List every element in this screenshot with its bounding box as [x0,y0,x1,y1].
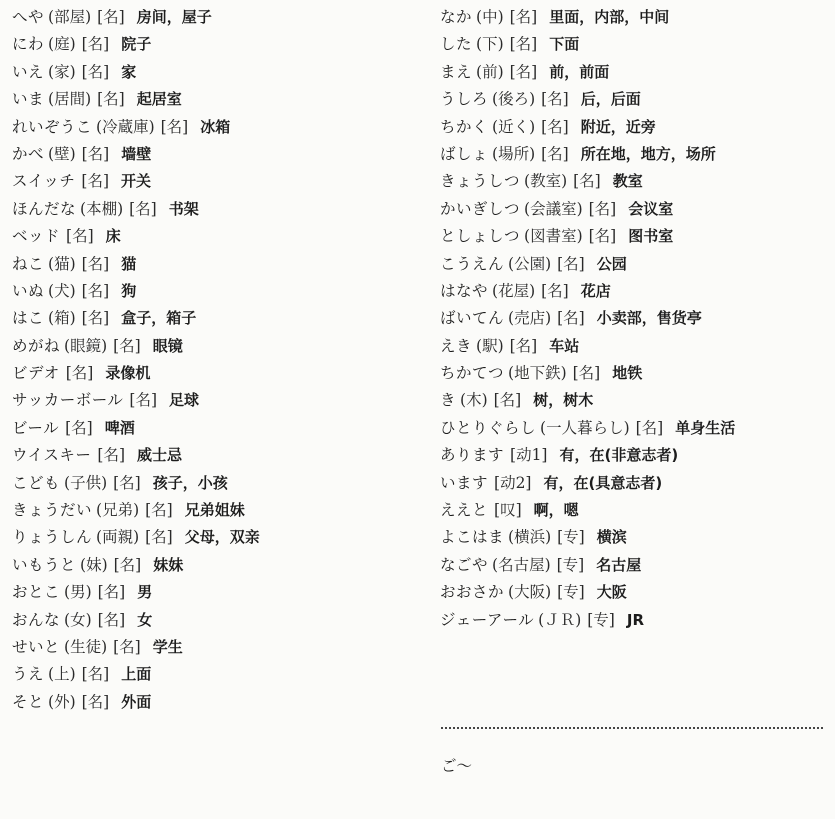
vocab-entry [12,689,412,716]
vocab-pos: [名] [113,473,141,492]
vocab-entry [12,223,412,250]
vocab-word: こども [12,473,61,492]
vocab-word: はなや [440,281,489,300]
vocab-pos: [名] [635,418,664,437]
vocab-kanji: (居間) [48,90,92,109]
vocab-meaning: 妹妹 [153,555,184,574]
vocab-entry [440,278,830,305]
vocab-meaning: 足球 [169,391,200,410]
vocab-meaning: 书架 [168,199,199,218]
vocab-kanji: (名古屋) [492,555,551,574]
vocab-meaning: 大阪 [596,583,627,602]
dotted-divider [441,727,823,729]
vocab-kanji: (上) [48,665,76,684]
vocab-pos: [名] [81,309,110,328]
vocab-pos: [名] [541,90,569,109]
vocab-word: おんな [12,610,61,629]
vocab-word: まえ [440,62,473,81]
vocab-meaning: 学生 [152,637,183,656]
vocab-entry [440,196,830,223]
vocab-word: ベッド [12,227,61,246]
vocab-pos: [名] [572,364,601,383]
vocab-kanji: (眼鏡) [64,336,108,355]
vocab-word: いもうと [12,555,77,574]
vocab-pos: [专] [557,583,585,602]
vocab-meaning: 有，在(具意志者) [543,473,663,492]
vocab-pos: [名] [573,172,601,191]
vocab-kanji: (部屋) [48,8,92,26]
vocab-pos: [名] [113,555,142,574]
vocab-word: いえ [12,62,45,81]
vocab-meaning: 男 [137,583,153,602]
vocab-pos: [动2] [494,473,532,492]
vocab-pos: [名] [493,391,522,410]
vocab-kanji: (横浜) [508,528,552,547]
vocab-meaning: 啊，嗯 [533,501,579,520]
vocab-meaning: 横滨 [596,528,627,547]
vocab-entry [440,360,830,387]
vocab-meaning: 图书室 [628,227,674,246]
vocab-kanji: (生徒) [64,637,108,656]
vocab-kanji: (大阪) [508,583,552,602]
vocab-pos: [名] [509,62,538,81]
vocab-kanji: (犬) [48,281,76,300]
vocab-meaning: 教室 [612,172,643,191]
vocab-kanji: (売店) [508,309,552,328]
vocab-entry [440,4,830,31]
vocab-meaning: 前，前面 [549,62,610,81]
vocab-kanji: (場所) [492,144,536,163]
vocab-kanji: (中) [476,8,504,26]
vocab-entry [440,305,830,332]
vocab-word: き [440,391,457,410]
vocab-entry [12,168,412,195]
vocab-pos: [名] [145,501,173,520]
vocab-pos: [叹] [494,501,522,520]
vocab-kanji: (女) [64,610,92,629]
vocab-pos: [名] [588,227,617,246]
vocab-word: ビデオ [12,364,60,383]
vocab-entry [12,114,412,141]
vocab-meaning: 车站 [549,336,580,355]
vocab-word: ほんだな [12,199,77,218]
vocab-word: ばいてん [440,309,505,328]
vocab-entry [12,196,412,223]
vocab-meaning: 花店 [580,281,611,300]
vocab-meaning: JR [626,610,644,629]
vocab-word: いぬ [12,281,45,300]
vocab-entry [12,579,412,606]
vocab-pos: [名] [81,254,110,273]
vocab-meaning: 冰箱 [200,117,231,136]
vocab-kanji: (兄弟) [96,501,140,520]
vocab-entry [440,333,830,360]
vocab-word: にわ [12,35,45,54]
vocab-entry [440,524,830,551]
vocab-meaning: 有，在(非意志者) [559,446,679,465]
vocab-meaning: 单身生活 [675,418,736,437]
vocab-entry [440,86,830,113]
vocab-meaning: 下面 [549,35,580,54]
vocab-pos: [专] [587,610,615,629]
vocab-entry [440,223,830,250]
vocab-meaning: 墙壁 [121,144,152,163]
vocab-meaning: 床 [105,227,121,246]
vocab-word: きょうだい [12,501,93,520]
vocab-word: おとこ [12,583,61,602]
vocab-meaning: 兄弟姐妹 [184,501,245,520]
vocab-entry [12,634,412,661]
vocab-entry [12,497,412,524]
vocab-word: へや [12,8,45,26]
vocab-word: めがね [12,336,61,355]
vocab-pos: [名] [509,336,538,355]
vocab-entry [440,552,830,579]
vocab-meaning: 家 [121,62,137,81]
vocab-kanji: (両親) [96,528,140,547]
vocab-entry [12,607,412,634]
vocab-meaning: 里面，内部，中间 [549,8,670,26]
vocab-kanji: (下) [476,35,504,54]
vocab-word: ジェーアール [440,610,535,629]
vocab-kanji: (図書室) [524,227,583,246]
vocab-entry [12,661,412,688]
vocab-entry [12,86,412,113]
vocab-meaning: 女 [137,610,153,629]
vocab-kanji: (猫) [48,254,76,273]
vocab-pos: [名] [509,8,538,26]
vocab-kanji: (一人暮らし) [540,418,630,437]
vocab-list-right [440,4,830,634]
vocab-kanji: (公園) [508,254,552,273]
vocab-entry [440,59,830,86]
vocab-word: ばしょ [440,144,489,163]
vocab-meaning: 外面 [121,692,152,711]
vocab-entry [440,114,830,141]
vocab-word: よこはま [440,528,505,547]
vocab-meaning: 房间，屋子 [136,8,212,26]
vocab-word: ビール [12,418,60,437]
vocab-word: ねこ [12,254,45,273]
vocab-meaning: 开关 [121,172,152,191]
vocab-entry [12,333,412,360]
vocab-pos: [名] [129,199,157,218]
vocab-kanji: (箱) [48,309,76,328]
vocab-pos: [名] [160,117,189,136]
vocab-pos: [名] [97,8,125,26]
vocab-kanji: (木) [460,391,488,410]
vocab-pos: [专] [556,555,585,574]
vocab-word: こうえん [440,254,505,273]
vocab-meaning: 啤酒 [104,418,135,437]
vocab-kanji: (男) [64,583,92,602]
vocab-kanji: (花屋) [492,281,536,300]
vocab-entry [440,168,830,195]
vocab-pos: [名] [97,446,125,465]
vocab-pos: [专] [557,528,585,547]
vocab-word: いま [12,90,45,109]
vocab-pos: [名] [81,281,110,300]
vocab-word: としょしつ [440,227,521,246]
vocab-meaning: 小卖部，售货亭 [596,309,702,328]
vocab-entry [12,305,412,332]
vocab-entry [12,470,412,497]
vocab-entry [12,442,412,469]
vocab-meaning: 院子 [121,35,152,54]
vocab-meaning: 后，后面 [580,90,641,109]
vocab-pos: [名] [129,391,157,410]
vocab-pos: [名] [541,144,569,163]
vocab-word: せいと [12,637,61,656]
vocab-meaning: 起居室 [136,90,182,109]
vocab-entry [12,251,412,278]
vocab-entry [12,59,412,86]
vocab-entry [12,31,412,58]
vocab-word: りょうしん [12,528,93,547]
vocab-word: うしろ [440,90,489,109]
vocab-pos: [名] [557,309,585,328]
vocab-pos: [名] [66,227,94,246]
vocab-pos: [名] [81,665,110,684]
vocab-entry [12,387,412,414]
vocab-entry [440,415,830,442]
vocab-pos: [名] [81,62,110,81]
vocab-entry [12,278,412,305]
vocab-meaning: 地铁 [612,364,643,383]
vocab-entry [440,141,830,168]
vocab-pos: [名] [81,144,110,163]
vocab-kanji: (子供) [64,473,108,492]
vocab-word: そと [12,692,45,711]
vocab-meaning: 猫 [121,254,137,273]
vocab-word: なごや [440,555,489,574]
vocab-meaning: 名古屋 [596,555,642,574]
vocab-kanji: (壁) [48,144,76,163]
vocab-word: かいぎしつ [440,199,521,218]
vocab-pos: [名] [65,418,93,437]
vocab-meaning: 会议室 [628,199,674,218]
vocab-word: おおさか [440,583,505,602]
vocab-kanji: (地下鉄) [508,364,567,383]
vocab-kanji: (庭) [48,35,76,54]
vocab-word: なか [440,8,473,26]
vocab-kanji: (会議室) [524,199,583,218]
vocab-entry [440,442,830,469]
vocab-word: ええと [440,501,489,520]
vocab-meaning: 树，树木 [533,391,594,410]
vocab-entry [440,387,830,414]
vocab-pos: [名] [541,281,569,300]
vocab-kanji: (ＪＲ) [538,610,582,629]
vocab-pos: [名] [65,364,94,383]
vocab-kanji: (前) [476,62,504,81]
vocab-word: あります [440,446,505,465]
vocab-entry [440,579,830,606]
vocab-word: サッカーボール [12,391,124,410]
vocab-entry [440,607,830,634]
vocab-kanji: (外) [48,692,76,711]
vocab-pos: [名] [81,692,110,711]
vocab-pos: [动1] [510,446,548,465]
vocab-pos: [名] [509,35,538,54]
vocab-pos: [名] [81,35,110,54]
footer-text: ご～ [441,757,473,775]
vocab-pos: [名] [557,254,585,273]
vocab-word: えき [440,336,473,355]
vocab-kanji: (駅) [476,336,504,355]
vocab-meaning: 眼镜 [152,336,183,355]
vocab-kanji: (後ろ) [492,90,536,109]
vocab-word: います [440,473,489,492]
vocab-entry [12,552,412,579]
vocab-entry [440,470,830,497]
vocab-entry [440,31,830,58]
vocab-entry [440,251,830,278]
vocab-entry [12,415,412,442]
vocab-word: はこ [12,309,45,328]
vocab-kanji: (妹) [80,555,108,574]
vocab-word: ちかてつ [440,364,505,383]
vocab-word: ウイスキー [12,446,92,465]
vocab-kanji: (本棚) [80,199,124,218]
vocab-pos: [名] [541,117,569,136]
vocab-meaning: 父母，双亲 [184,528,260,547]
vocab-meaning: 附近，近旁 [580,117,656,136]
vocab-word: うえ [12,665,45,684]
vocab-pos: [名] [588,199,617,218]
vocab-word: れいぞうこ [12,117,93,136]
vocab-meaning: 公园 [596,254,627,273]
vocab-kanji: (近く) [492,117,536,136]
vocab-pos: [名] [113,637,141,656]
vocab-list-left [12,4,412,716]
vocab-kanji: (教室) [524,172,568,191]
vocab-entry [12,141,412,168]
vocab-word: かべ [12,144,45,163]
vocab-meaning: 狗 [121,281,137,300]
vocab-word: きょうしつ [440,172,521,191]
vocab-meaning: 孩子，小孩 [152,473,228,492]
vocab-pos: [名] [97,90,125,109]
vocab-meaning: 盒子，箱子 [121,309,197,328]
vocab-entry [12,524,412,551]
vocab-entry [12,360,412,387]
vocab-word: した [440,35,473,54]
vocab-kanji: (家) [48,62,76,81]
vocab-word: ちかく [440,117,489,136]
vocab-pos: [名] [145,528,173,547]
vocab-meaning: 威士忌 [137,446,183,465]
vocab-word: スイッチ [12,172,76,191]
vocab-pos: [名] [113,336,141,355]
vocab-pos: [名] [97,583,126,602]
vocab-kanji: (冷蔵庫) [96,117,155,136]
vocab-entry [12,4,412,31]
vocab-pos: [名] [81,172,109,191]
vocab-pos: [名] [97,610,126,629]
vocab-word: ひとりぐらし [440,418,537,437]
vocab-meaning: 录像机 [105,364,151,383]
vocab-meaning: 所在地，地方，场所 [580,144,716,163]
vocab-meaning: 上面 [121,665,152,684]
vocab-entry [440,497,830,524]
